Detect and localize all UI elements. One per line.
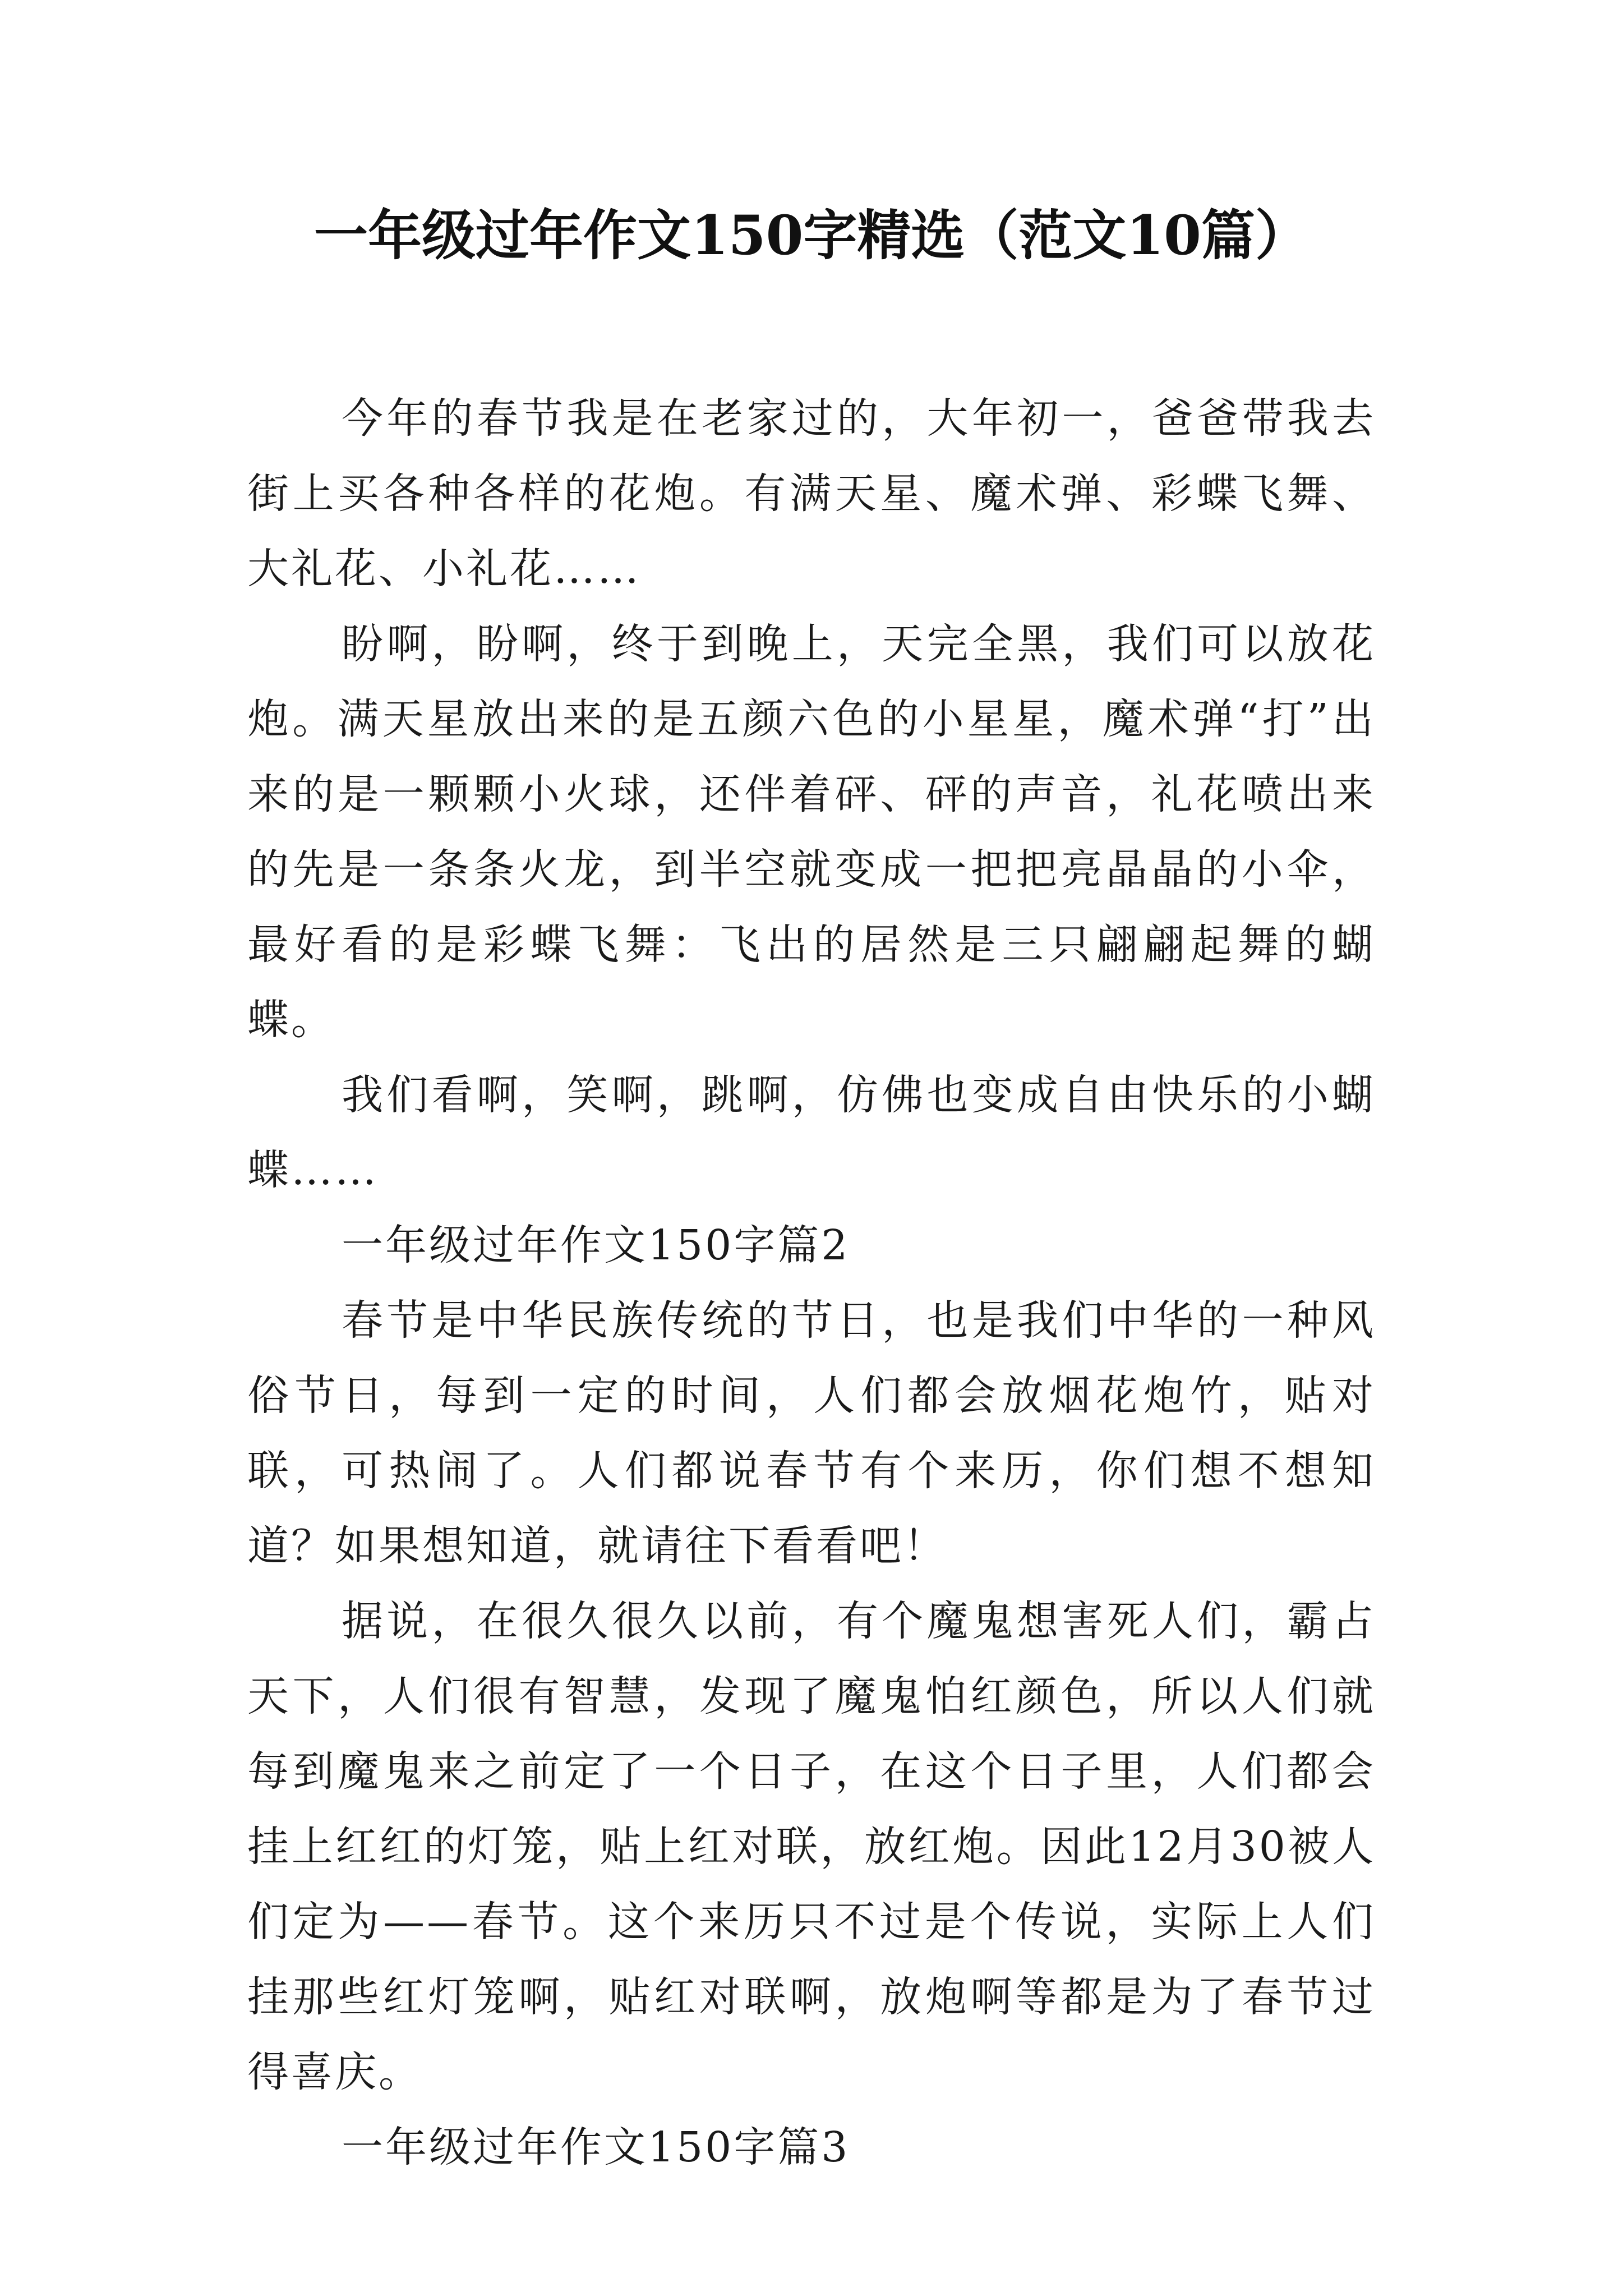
document-title: 一年级过年作文150字精选（范文10篇） [314,204,1309,267]
document-body [247,381,1376,2185]
paragraph: 今年的春节我是在老家过的，大年初一，爸爸带我去街上买各种各样的花炮。有满天星、魔术弹、彩蝶飞舞、大礼花、小礼花…… [247,394,1376,593]
paragraph: 我们看啊，笑啊，跳啊，仿佛也变成自由快乐的小蝴蝶…… [247,1071,1376,1194]
paragraph: 据说，在很久很久以前，有个魔鬼想害死人们，霸占天下，人们很有智慧，发现了魔鬼怕红颜色，所以人们就每到魔鬼来之前定了一个日子，在这个日子里，人们都会挂上红红的灯笼，贴上红对联，放红炮。因此12月30被人们定为——春节。这个来历只不过是个传说，实际上人们挂那些红灯笼啊，贴红对联啊，放炮啊等都是为了春节过得喜庆。 [247,1597,1376,2096]
section-heading: 一年级过年作文150字篇2 [342,1221,850,1269]
paragraph: 春节是中华民族传统的节日，也是我们中华的一种风俗节日，每到一定的时间，人们都会放烟花炮竹，贴对联，可热闹了。人们都说春节有个来历，你们想不想知道？如果想知道，就请往下看看吧！ [247,1296,1376,1570]
paragraph: 盼啊，盼啊，终于到晚上，天完全黑，我们可以放花炮。满天星放出来的是五颜六色的小星星，魔术弹“打”出来的是一颗颗小火球，还伴着砰、砰的声音，礼花喷出来的先是一条条火龙，到半空就变成一把把亮晶晶的小伞，最好看的是彩蝶飞舞：飞出的居然是三只翩翩起舞的蝴蝶。 [247,620,1376,1044]
section-heading: 一年级过年作文150字篇3 [342,2123,850,2171]
